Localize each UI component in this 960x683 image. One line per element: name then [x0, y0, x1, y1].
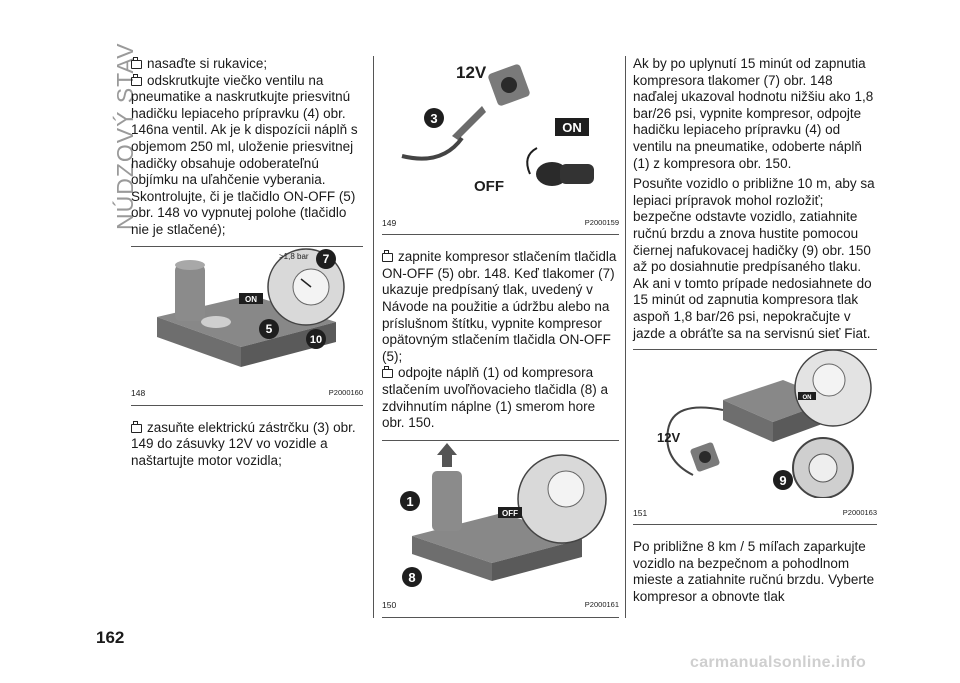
- bullet-icon: [131, 77, 142, 86]
- off-label: OFF: [474, 178, 504, 195]
- on-label: ON: [802, 395, 812, 402]
- figure-caption: 151 P2000163: [633, 507, 877, 518]
- inflation-illustration: [633, 350, 877, 498]
- callout: 3: [430, 111, 438, 126]
- callout: 8: [408, 569, 416, 585]
- compressor-illustration: [131, 247, 363, 379]
- callout: 5: [265, 321, 273, 336]
- column-2: [382, 56, 619, 618]
- figure-caption: 150 P2000161: [382, 600, 619, 611]
- on-label: ON: [245, 294, 257, 304]
- bullet-icon: [131, 60, 142, 69]
- bullet-item: odpojte náplň (1) od kompresora stlačením uvoľňovacieho tlačidla (8) a zdvihnutím náplne (1) smerom hore obr. 150.: [382, 365, 609, 431]
- bullet-item: odskrutkujte viečko ventilu na pneumatike a naskrutkujte priesvitnú hadičku lepiaceho prípravku (4) obr. 146na ventil. Ak je k dispozícii náplň s objemom 250 ml, uloženie priesvitnej hadičky obsahuje odoberateľnú objímku na uľahčenie vyberania. Skontrolujte, či je tlačidlo ON-OFF (5) obr. 148 vo vypnutej polohe (tlačidlo nie je stlačené);: [131, 72, 358, 237]
- figure-149: [382, 56, 619, 235]
- off-label: OFF: [502, 508, 518, 518]
- bullet-icon: [382, 369, 393, 378]
- figure-148: [131, 247, 363, 406]
- cartridge-illustration: [382, 441, 619, 591]
- column-3: [633, 56, 877, 606]
- 12v-label: 12V: [657, 430, 681, 446]
- pressure-label: >1,8 bar: [279, 251, 309, 261]
- bullet-item: zapnite kompresor stlačením tlačidla ON-OFF (5) obr. 148. Keď tlakomer (7) ukazuje predpísaný tlak, uvedený v Návode na použitie a údržbu alebo na príslušnom štítku, vypnite kompresor opätovným stlačením tlačidla ON-OFF (5);: [382, 249, 617, 364]
- figure-caption: 148 P2000160: [131, 388, 363, 399]
- on-label: ON: [562, 120, 582, 135]
- column-1: [131, 56, 363, 470]
- bullet-icon: [382, 253, 393, 262]
- callout: 7: [322, 251, 330, 266]
- figure-151: [633, 350, 877, 525]
- bullet-item: nasaďte si rukavice;: [131, 56, 363, 73]
- bullet-item: zasuňte elektrickú zástrčku (3) obr. 149 do zásuvky 12V vo vozidle a naštartujte motor vozidla;: [131, 419, 356, 468]
- callout: 9: [779, 473, 787, 489]
- socket-illustration: [382, 56, 619, 208]
- page-number: 162: [96, 628, 125, 647]
- paragraph: Ak by po uplynutí 15 minút od zapnutia kompresora tlakomer (7) obr. 148 naďalej ukazoval hodnotu nižšiu ako 1,8 bar/26 psi, vypnite kompresor, odpojte hadičku lepiaceho prípravku (4) od ventilu na pneumatike, odoberte náplň (1) z kompresora obr. 150.: [633, 56, 874, 171]
- figure-150: [382, 441, 619, 618]
- 12v-label: 12V: [456, 63, 487, 82]
- callout: 1: [406, 493, 414, 509]
- section-title: NÚDZOVÝ STAV: [112, 42, 138, 230]
- paragraph: Posuňte vozidlo o približne 10 m, aby sa lepiaci prípravok mohol rozložiť; bezpečne odstavte vozidlo, zatiahnite ručnú brzdu a znova hustite pomocou čiernej nafukovacej hadičky (9) obr. 150 až po dosiahnutie predpísaného tlaku. Ak ani v tomto prípade nedosiahnete do 15 minút od zapnutia kompresora tlak aspoň 1,8 bar/26 psi, nepokračujte v jazde a obráťte sa na servisnú sieť Fiat.: [633, 176, 875, 341]
- watermark: carmanualsonline.info: [690, 654, 867, 671]
- callout: 10: [309, 333, 323, 346]
- bullet-icon: [131, 424, 142, 433]
- column-divider: [625, 56, 626, 618]
- column-divider: [373, 56, 374, 618]
- paragraph: Po približne 8 km / 5 míľach zaparkujte vozidlo na bezpečnom a pohodlnom mieste a zatiahnite ručnú brzdu. Vyberte kompresor a obnovte tlak: [633, 539, 875, 605]
- figure-caption: 149 P2000159: [382, 217, 619, 228]
